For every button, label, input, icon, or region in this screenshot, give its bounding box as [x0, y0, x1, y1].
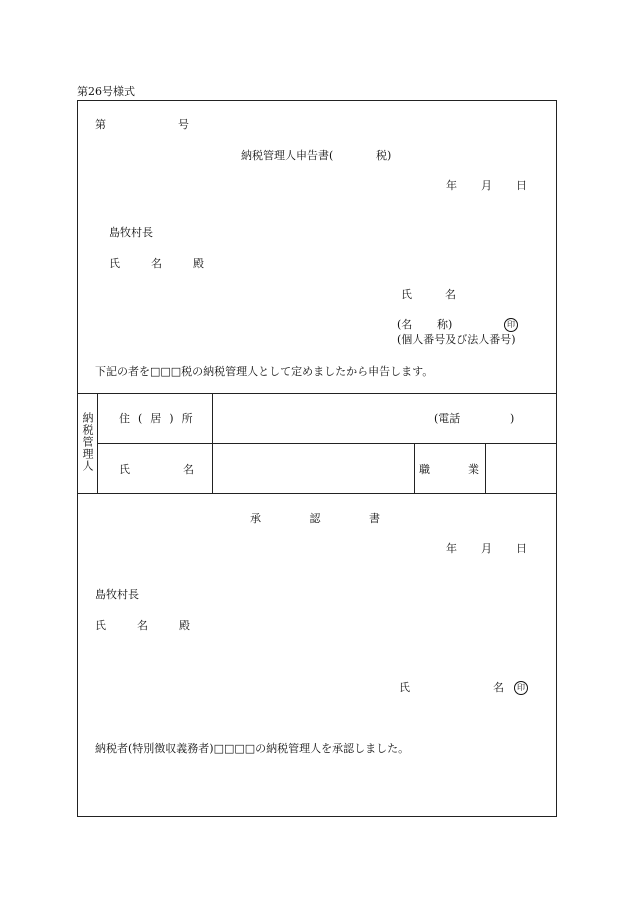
manager-address-label: 住(居)所	[119, 412, 201, 425]
divider-side-label	[97, 393, 98, 493]
declaration-addressee: 島牧村長	[109, 226, 153, 239]
divider-occupation-left	[414, 443, 415, 493]
approval-statement: 納税者(特別徴収義務者)□□□□の納税管理人を承認しました。	[95, 742, 410, 755]
approval-title-1: 承	[250, 512, 261, 525]
manager-name-label	[119, 464, 194, 475]
approval-addressee: 島牧村長	[95, 588, 139, 601]
declaration-addressee-name	[109, 258, 204, 269]
declaration-title-tax: 税)	[376, 149, 392, 162]
manager-occupation-label	[419, 464, 479, 475]
document-number-prefix: 第	[95, 118, 106, 131]
manager-side-label: 納税管理人	[81, 412, 94, 472]
applicant-corp-name-close: 称)	[437, 318, 453, 331]
declaration-title: 納税管理人申告書(	[241, 149, 334, 162]
declaration-date-month: 月	[481, 179, 492, 192]
approval-title-3: 書	[369, 512, 380, 525]
approval-title-2: 認	[309, 512, 321, 525]
manager-phone-close: )	[510, 412, 515, 425]
addressee-name-1: 氏	[109, 257, 120, 270]
approval-addressee-name-1: 氏	[95, 619, 106, 632]
manager-name-label-2: 名	[183, 463, 194, 476]
declaration-statement: 下記の者を□□□税の納税管理人として定めましたから申告します。	[95, 365, 434, 378]
form-number: 第26号様式	[77, 85, 135, 98]
approval-title	[250, 513, 380, 524]
approval-addressee-name	[95, 620, 190, 631]
approver-seal-icon	[514, 681, 528, 695]
declaration-date-day: 日	[516, 179, 527, 192]
manager-name-label-1: 氏	[119, 463, 130, 476]
document-number-suffix: 号	[178, 118, 189, 131]
divider-occupation-right	[485, 443, 486, 493]
addressee-name-2: 名	[151, 257, 162, 270]
divider-manager-top	[77, 393, 557, 394]
addressee-honorific: 殿	[193, 257, 204, 270]
approval-date-month: 月	[481, 542, 492, 555]
applicant-name-2: 名	[445, 288, 456, 301]
manager-occupation-label-2: 業	[468, 463, 479, 476]
applicant-corp-name-open: (名	[397, 318, 413, 331]
approval-addressee-name-2: 名	[137, 619, 148, 632]
approver-name-1: 氏	[399, 681, 410, 694]
approval-date-day: 日	[516, 542, 527, 555]
applicant-seal-icon	[504, 318, 518, 332]
applicant-seal: 印	[504, 318, 518, 332]
applicant-id-number: (個人番号及び法人番号)	[397, 333, 516, 346]
applicant-name-1: 氏	[401, 288, 412, 301]
approver-seal: 印	[514, 681, 528, 695]
approval-date-year: 年	[446, 542, 457, 555]
approval-addressee-honorific: 殿	[179, 619, 190, 632]
divider-label-column	[212, 393, 213, 493]
manager-occupation-label-1: 職	[419, 463, 430, 476]
approver-name-2: 名	[493, 681, 504, 694]
declaration-date-year: 年	[446, 179, 457, 192]
divider-manager-bottom	[77, 493, 557, 494]
manager-phone-open: (電話	[434, 412, 461, 425]
applicant-name	[401, 289, 456, 300]
divider-manager-middle	[97, 443, 557, 444]
